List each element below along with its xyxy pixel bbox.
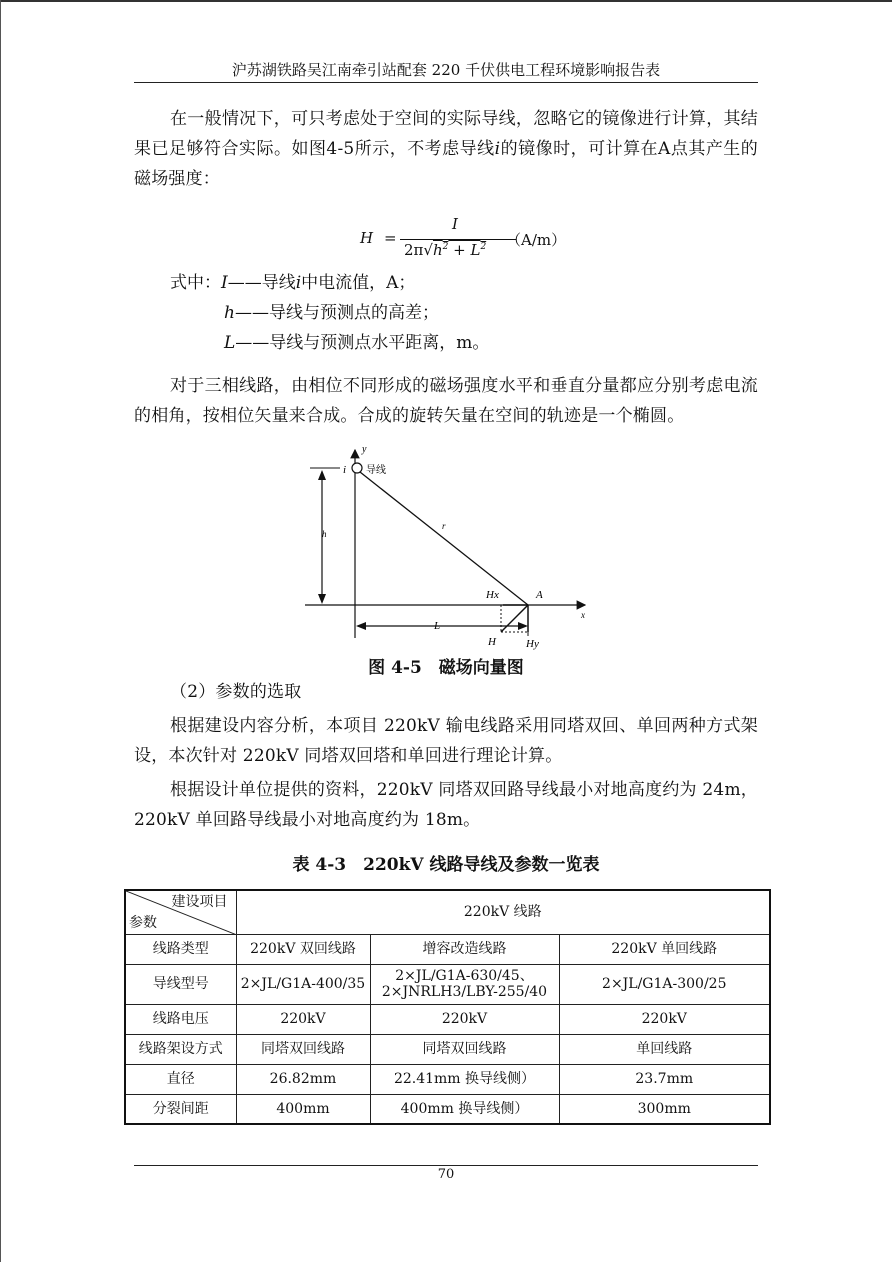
formula-denominator: $2\pi√h^2 + L^2$ (404, 241, 487, 259)
formula-numerator: I (452, 215, 458, 233)
footer-rule (134, 1165, 758, 1166)
label-conductor: 导线 (366, 465, 386, 476)
formula-equals: = (384, 229, 397, 247)
page-left-edge (0, 0, 1, 1262)
fraction-bar (400, 239, 516, 240)
three-phase-paragraph: 对于三相线路，由相位不同形成的磁场强度水平和垂直分量都应分别考虑电流的相角，按相位矢量来合成。合成的旋转矢量在空间的轨迹是一个椭圆。 (134, 376, 758, 426)
table-row: 导线型号 2×JL/G1A-400/35 2×JL/G1A-630/45、 2×JNRLH3/LBY-255/40 2×JL/G1A-300/25 (125, 964, 770, 1004)
table-row: 线路架设方式 同塔双回线路 同塔双回线路 单回线路 (125, 1034, 770, 1064)
table-row: 线路类型 220kV 双回线路 增容改造线路 220kV 单回线路 (125, 934, 770, 964)
definition-I: 式中：I——导线i中电流值，A； (170, 273, 416, 293)
label-r: r (442, 521, 446, 531)
definition-L: L——导线与预测点水平距离，m。 (224, 333, 490, 353)
running-header: 沪苏湖铁路吴江南牵引站配套 220 千伏供电工程环境影响报告表 (231, 61, 661, 79)
page-number: 70 (437, 1167, 455, 1182)
header-rule (134, 82, 758, 83)
label-L: L (434, 620, 441, 632)
definition-h: h——导线与预测点的高差； (224, 303, 439, 323)
table-row: 分裂间距 400mm 400mm 换导线侧） 300mm (125, 1094, 770, 1124)
table-corner-cell: 建设项目 参数 (125, 890, 236, 934)
label-x: x (581, 610, 585, 620)
page-top-edge (0, 0, 892, 2)
section-2-paragraph-1: 根据建设内容分析，本项目 220kV 输电线路采用同塔双回、单回两种方式架设，本次针对 220kV 同塔双回塔和单回进行理论计算。 (134, 716, 758, 766)
line-parameter-table (124, 889, 771, 1125)
symbol-definitions (134, 268, 758, 358)
label-Hx: Hx (486, 589, 499, 601)
label-Hy: Hy (526, 638, 539, 650)
field-strength-formula (360, 215, 600, 267)
conductor-circle (352, 463, 362, 473)
label-H: H (488, 636, 496, 648)
magnetic-field-vector-diagram (300, 440, 600, 660)
formula-unit: （A/m） (506, 231, 567, 249)
table-row: 直径 26.82mm 22.41mm 换导线侧） 23.7mm (125, 1064, 770, 1094)
r-line (360, 472, 528, 605)
label-A: A (536, 589, 543, 601)
table-title: 表 4-3 220kV 线路导线及参数一览表 (292, 855, 600, 875)
label-h: h (322, 529, 327, 539)
table-header-row (125, 890, 770, 934)
section-2-paragraph-2: 根据设计单位提供的资料，220kV 同塔双回路导线最小对地高度约为 24m，220kV 单回路导线最小对地高度约为 18m。 (134, 780, 758, 830)
table-row: 线路电压 220kV 220kV 220kV (125, 1004, 770, 1034)
H-vector (501, 605, 528, 632)
table-group-header: 220kV 线路 (236, 890, 770, 934)
formula-lhs: H (360, 229, 374, 247)
intro-paragraph: 在一般情况下，可只考虑处于空间的实际导线，忽略它的镜像进行计算，其结果已足够符合实际。如图4-5所示，不考虑导线i的镜像时，可计算在A点其产生的磁场强度： (134, 109, 759, 189)
figure-caption: 图 4-5 磁场向量图 (368, 658, 524, 678)
section-2-block (134, 677, 758, 835)
label-i: i (343, 464, 347, 476)
section-2-heading: （2）参数的选取 (170, 682, 302, 702)
label-y: y (362, 444, 367, 455)
